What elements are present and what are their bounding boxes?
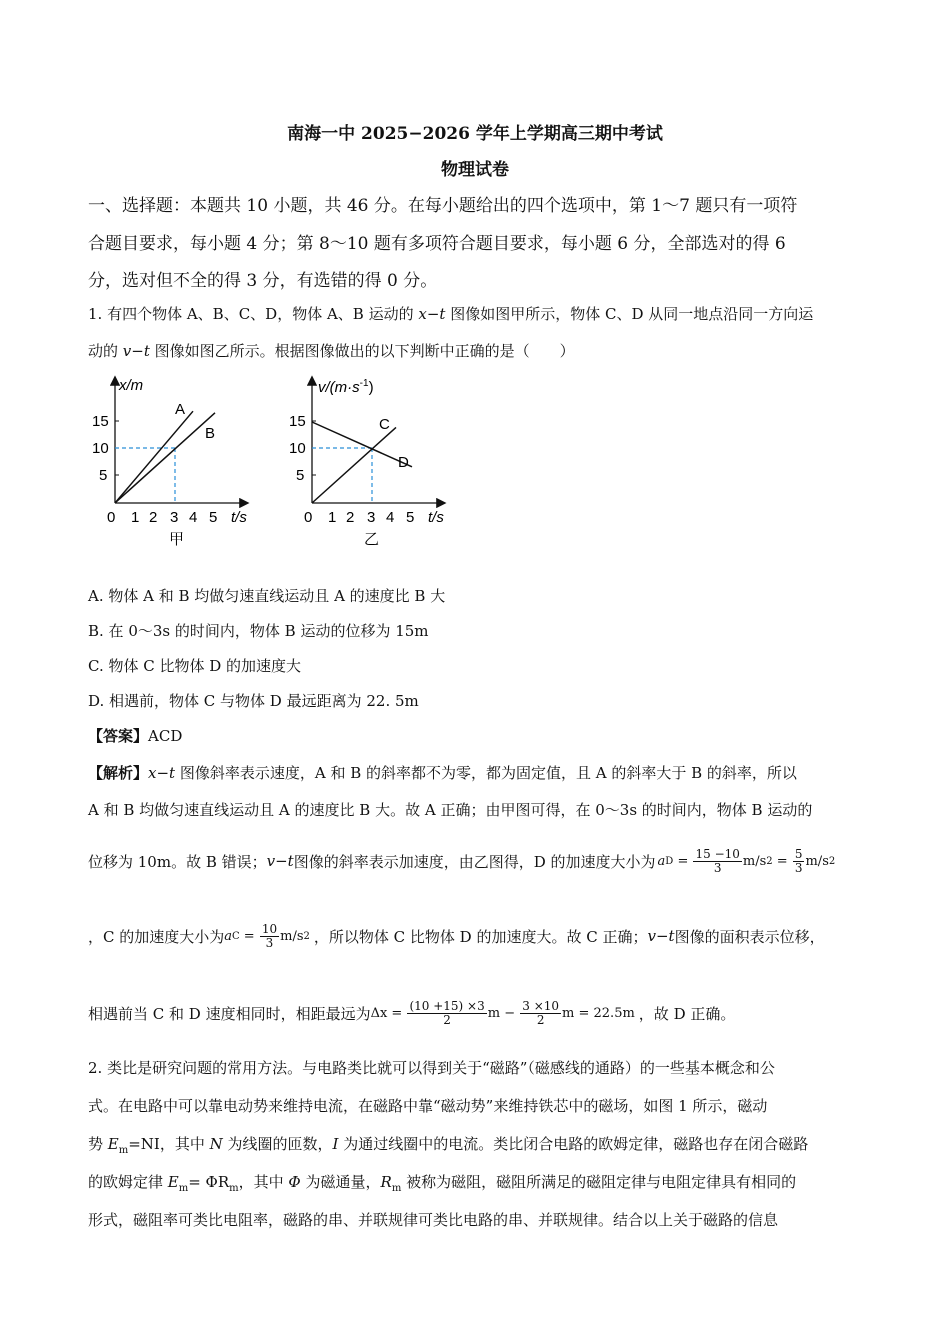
q1-option-d: D. 相遇前，物体 C 与物体 D 最远距离为 22. 5m bbox=[88, 692, 419, 710]
x-axis-label: t/s bbox=[231, 509, 247, 526]
q1-analysis-line1: 【解析】x−t 图像斜率表示速度，A 和 B 的斜率都不为零，都为固定值，且 A 的斜率大于 B 的斜率，所以 bbox=[88, 764, 797, 782]
q1-analysis-line2: A 和 B 均做匀速直线运动且 A 的速度比 B 大。故 A 正确；由甲图可得，在 0～3s 的时间内，物体 B 运动的 bbox=[88, 801, 813, 819]
x-tick-3: 3 bbox=[367, 509, 376, 526]
equation-aD: a D = $\frac{15 -10}{3}$ m/s 2 = $\frac{5}{3}$ m/s 2 bbox=[657, 846, 836, 875]
figure-caption: 乙 bbox=[364, 531, 380, 548]
figure-caption: 甲 bbox=[169, 531, 185, 548]
figure-jia-xt-graph bbox=[85, 370, 260, 550]
section-instructions-line3: 分，选对但不全的得 3 分，有选错的得 0 分。 bbox=[88, 271, 438, 291]
x-tick-0: 0 bbox=[107, 509, 116, 526]
y-tick-5: 5 bbox=[296, 467, 305, 484]
figure-yi-vt-graph bbox=[282, 370, 462, 550]
x-tick-0: 0 bbox=[304, 509, 313, 526]
y-tick-15: 15 bbox=[92, 413, 109, 430]
x-tick-2: 2 bbox=[346, 509, 355, 526]
q1-analysis-line5: 相遇前当 C 和 D 速度相同时，相距最远为 Δx = $\frac{(10 +15) \times 3}{2}$ m − $\frac{3 \times 10}{2}$ m = 22.5m ，故 D 正确。 bbox=[88, 998, 736, 1027]
x-tick-2: 2 bbox=[149, 509, 158, 526]
series-B-label: B bbox=[205, 425, 216, 442]
y-axis-label: $v/(m\cdot s^{-1})$ bbox=[318, 378, 374, 396]
section-instructions-line1: 一、选择题：本题共 10 小题，共 46 分。在每小题给出的四个选项中，第 1～7 题只有一项符 bbox=[88, 196, 798, 216]
x-tick-1: 1 bbox=[328, 509, 337, 526]
series-D-line bbox=[312, 422, 412, 467]
series-B-line bbox=[115, 413, 215, 503]
q1-option-c: C. 物体 C 比物体 D 的加速度大 bbox=[88, 657, 302, 675]
q1-analysis-line3: 位移为 10m。故 B 错误； v−t 图像的斜率表示加速度，由乙图得，D 的加速度大小为 a D = $\frac{15 -10}{3}$ m/s 2 = $\frac{5}{3}$ m/s 2 bbox=[88, 846, 836, 875]
x-tick-5: 5 bbox=[406, 509, 415, 526]
q2-line5: 形式，磁阻率可类比电阻率，磁路的串、并联规律可类比电路的串、并联规律。结合以上关于磁路的信息 bbox=[88, 1211, 779, 1229]
y-axis-label: x/m bbox=[119, 377, 144, 394]
x-tick-3: 3 bbox=[170, 509, 179, 526]
x-tick-1: 1 bbox=[131, 509, 140, 526]
page-title: 南海一中 2025−2026 学年上学期高三期中考试 bbox=[287, 124, 663, 144]
series-C-line bbox=[312, 427, 396, 503]
y-tick-5: 5 bbox=[99, 467, 108, 484]
series-D-label: D bbox=[398, 454, 409, 471]
q1-option-b: B. 在 0～3s 的时间内，物体 B 运动的位移为 15m bbox=[88, 622, 429, 640]
series-A-label: A bbox=[175, 401, 186, 418]
x-axis-label: t/s bbox=[428, 509, 444, 526]
y-tick-10: 10 bbox=[92, 440, 109, 457]
series-A-line bbox=[115, 411, 193, 503]
equation-aC: a C = $\frac{10}{3}$ m/s 2 bbox=[224, 921, 310, 950]
section-instructions-line2: 合题目要求，每小题 4 分；第 8～10 题有多项符合题目要求，每小题 6 分，全部选对的得 6 bbox=[88, 234, 786, 254]
series-C-label: C bbox=[379, 416, 390, 433]
q1-answer: 【答案】ACD bbox=[88, 727, 183, 745]
page-subtitle: 物理试卷 bbox=[441, 160, 509, 180]
q1-stem-line1: 1. 有四个物体 A、B、C、D，物体 A、B 运动的 x−t 图像如图甲所示，物体 C、D 从同一地点沿同一方向运 bbox=[88, 305, 814, 323]
x-tick-4: 4 bbox=[386, 509, 395, 526]
q2-line2: 式。在电路中可以靠电动势来维持电流，在磁路中靠“磁动势”来维持铁芯中的磁场，如图 1 所示，磁动 bbox=[88, 1097, 768, 1115]
y-tick-15: 15 bbox=[289, 413, 306, 430]
x-tick-5: 5 bbox=[209, 509, 218, 526]
q2-line1: 2. 类比是研究问题的常用方法。与电路类比就可以得到关于“磁路”（磁感线的通路）的一些基本概念和公 bbox=[88, 1059, 775, 1077]
q1-option-a: A. 物体 A 和 B 均做匀速直线运动且 A 的速度比 B 大 bbox=[88, 587, 446, 605]
q2-line4: 的欧姆定律 $E_m= \Phi R_m$，其中 Φ 为磁通量，$R_m$ 被称为磁阻，磁阻所满足的磁阻定律与电阻定律具有相同的 bbox=[88, 1173, 797, 1194]
equation-delta-x: Δx = $\frac{(10 +15) \times 3}{2}$ m − $\frac{3 \times 10}{2}$ m = 22.5m bbox=[370, 998, 635, 1027]
q1-stem-line2: 动的 v−t 图像如图乙所示。根据图像做出的以下判断中正确的是（ ） bbox=[88, 342, 575, 360]
y-tick-10: 10 bbox=[289, 440, 306, 457]
q2-line3: 势 $E_m=NI$，其中 N 为线圈的匝数，I 为通过线圈中的电流。类比闭合电路的欧姆定律，磁路也存在闭合磁路 bbox=[88, 1135, 809, 1156]
q1-analysis-line4: ，C 的加速度大小为 a C = $\frac{10}{3}$ m/s 2 ，所以物体 C 比物体 D 的加速度大。故 C 正确； v−t 图像的面积表示位移， bbox=[88, 921, 825, 950]
x-tick-4: 4 bbox=[189, 509, 198, 526]
